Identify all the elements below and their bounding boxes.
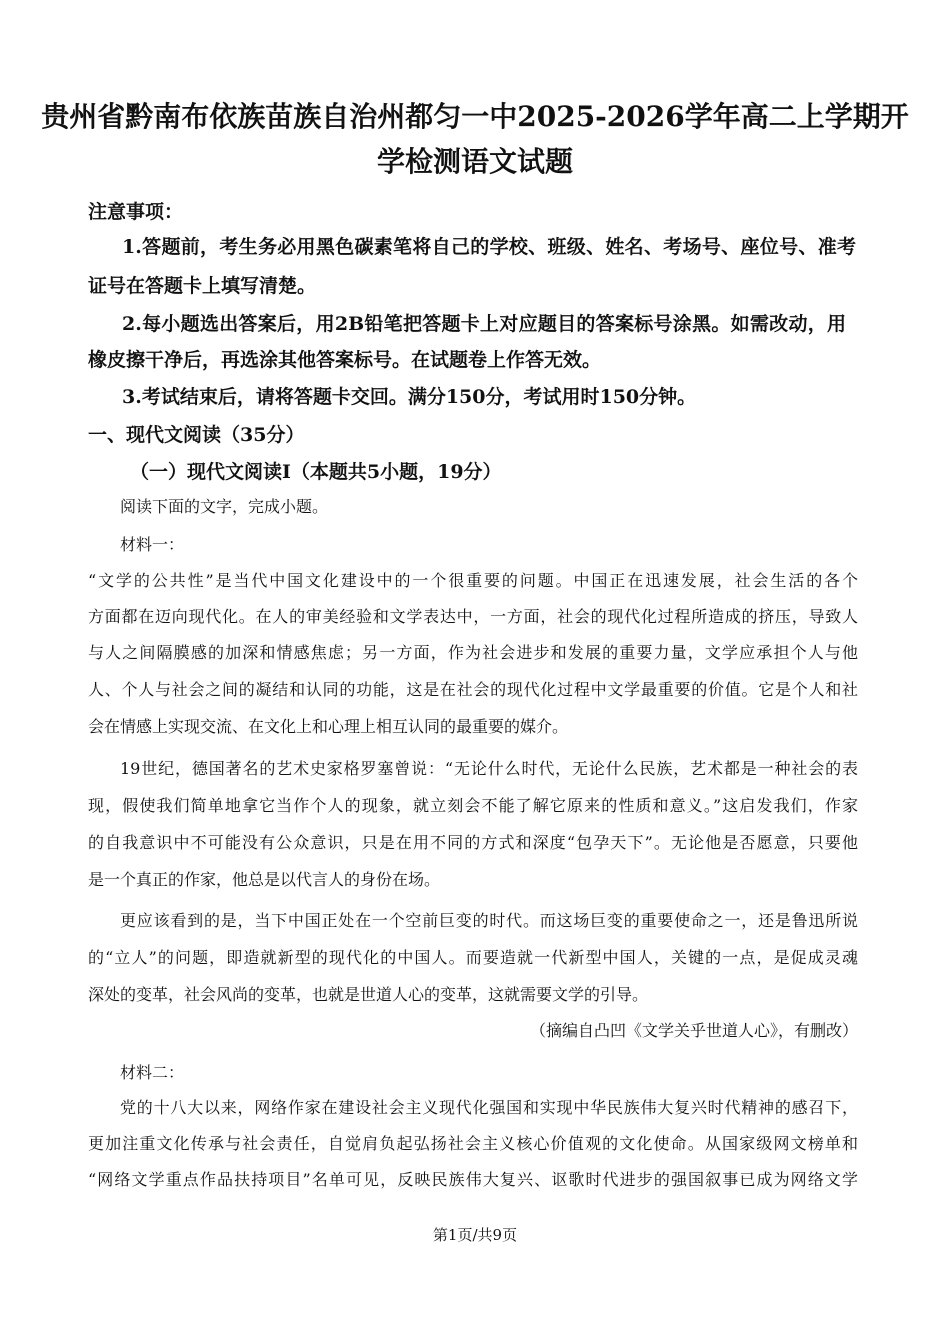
paragraph-line: 的“立人”的问题，即造就新型的现代化的中国人。而要造就一代新型中国人，关键的一点，是促成灵魂 bbox=[88, 948, 858, 967]
notice-item2-line1: 2.每小题选出答案后，用2B铅笔把答题卡上对应题目的答案标号涂黑。如需改动，用 bbox=[122, 313, 846, 335]
paragraph-line: 的自我意识中不可能没有公众意识，只是在用不同的方式和深度“包孕天下”。无论他是否愿意，只要他 bbox=[88, 833, 858, 852]
paragraph-line: 与人之间隔膜感的加深和情感焦虑；另一方面，作为社会进步和发展的重要力量，文学应承担个人与他 bbox=[88, 643, 858, 662]
notice-item2-line2: 橡皮擦干净后，再选涂其他答案标号。在试题卷上作答无效。 bbox=[88, 349, 602, 371]
paragraph-line: 会在情感上实现交流、在文化上和心理上相互认同的最重要的媒介。 bbox=[88, 717, 569, 736]
subsection-heading: （一）现代文阅读Ⅰ（本题共5小题，19分） bbox=[130, 461, 502, 483]
paragraph-line: 现，假使我们简单地拿它当作个人的现象，就立刻会不能了解它原来的性质和意义。”这启发我们，作家 bbox=[88, 796, 858, 815]
paragraph-line: 党的十八大以来，网络作家在建设社会主义现代化强国和实现中华民族伟大复兴时代精神的感召下， bbox=[120, 1098, 858, 1117]
notice-item1-line2: 证号在答题卡上填写清楚。 bbox=[88, 275, 317, 297]
paragraph-line: “文学的公共性”是当代中国文化建设中的一个很重要的问题。中国正在迅速发展，社会生活的各个 bbox=[88, 571, 858, 590]
paragraph-line: 19世纪，德国著名的艺术史家格罗塞曾说：“无论什么时代，无论什么民族，艺术都是一种社会的表 bbox=[120, 759, 858, 778]
paragraph-line: 更应该看到的是，当下中国正处在一个空前巨变的时代。而这场巨变的重要使命之一，还是鲁迅所说 bbox=[120, 911, 858, 930]
document-title-line2: 学检测语文试题 bbox=[376, 145, 573, 178]
paragraph-line: 方面都在迈向现代化。在人的审美经验和文学表达中，一方面，社会的现代化过程所造成的挤压，导致人 bbox=[88, 607, 858, 626]
section-heading: 一、现代文阅读（35分） bbox=[88, 424, 305, 446]
paragraph-line: 是一个真正的作家，他总是以代言人的身份在场。 bbox=[88, 870, 441, 889]
notice-item3: 3.考试结束后，请将答题卡交回。满分150分，考试用时150分钟。 bbox=[122, 386, 697, 408]
paragraph-line: 更加注重文化传承与社会责任，自觉肩负起弘扬社会主义核心价值观的文化使命。从国家级网文榜单和 bbox=[88, 1134, 858, 1153]
document-title-line1: 贵州省黔南布依族苗族自治州都匀一中2025-2026学年高二上学期开 bbox=[41, 100, 909, 133]
paragraph-line: “网络文学重点作品扶持项目”名单可见，反映民族伟大复兴、讴歌时代进步的强国叙事已成为网络文学 bbox=[88, 1170, 858, 1189]
material1-label: 材料一： bbox=[120, 535, 185, 554]
notice-heading: 注意事项： bbox=[88, 201, 184, 223]
paragraph-line: 人、个人与社会之间的凝结和认同的功能，这是在社会的现代化过程中文学最重要的价值。它是个人和社 bbox=[88, 680, 858, 699]
paragraph-line: 深处的变革，社会风尚的变革，也就是世道人心的变革，这就需要文学的引导。 bbox=[88, 985, 649, 1004]
notice-item1-line1: 1.答题前，考生务必用黑色碳素笔将自己的学校、班级、姓名、考场号、座位号、准考 bbox=[122, 236, 856, 258]
material2-label: 材料二： bbox=[120, 1063, 185, 1082]
material1-source: （摘编自凸凹《文学关乎世道人心》，有删改） bbox=[529, 1021, 858, 1040]
reading-instruction: 阅读下面的文字，完成小题。 bbox=[120, 497, 329, 516]
page-number-footer: 第1页/共9页 bbox=[432, 1226, 518, 1244]
